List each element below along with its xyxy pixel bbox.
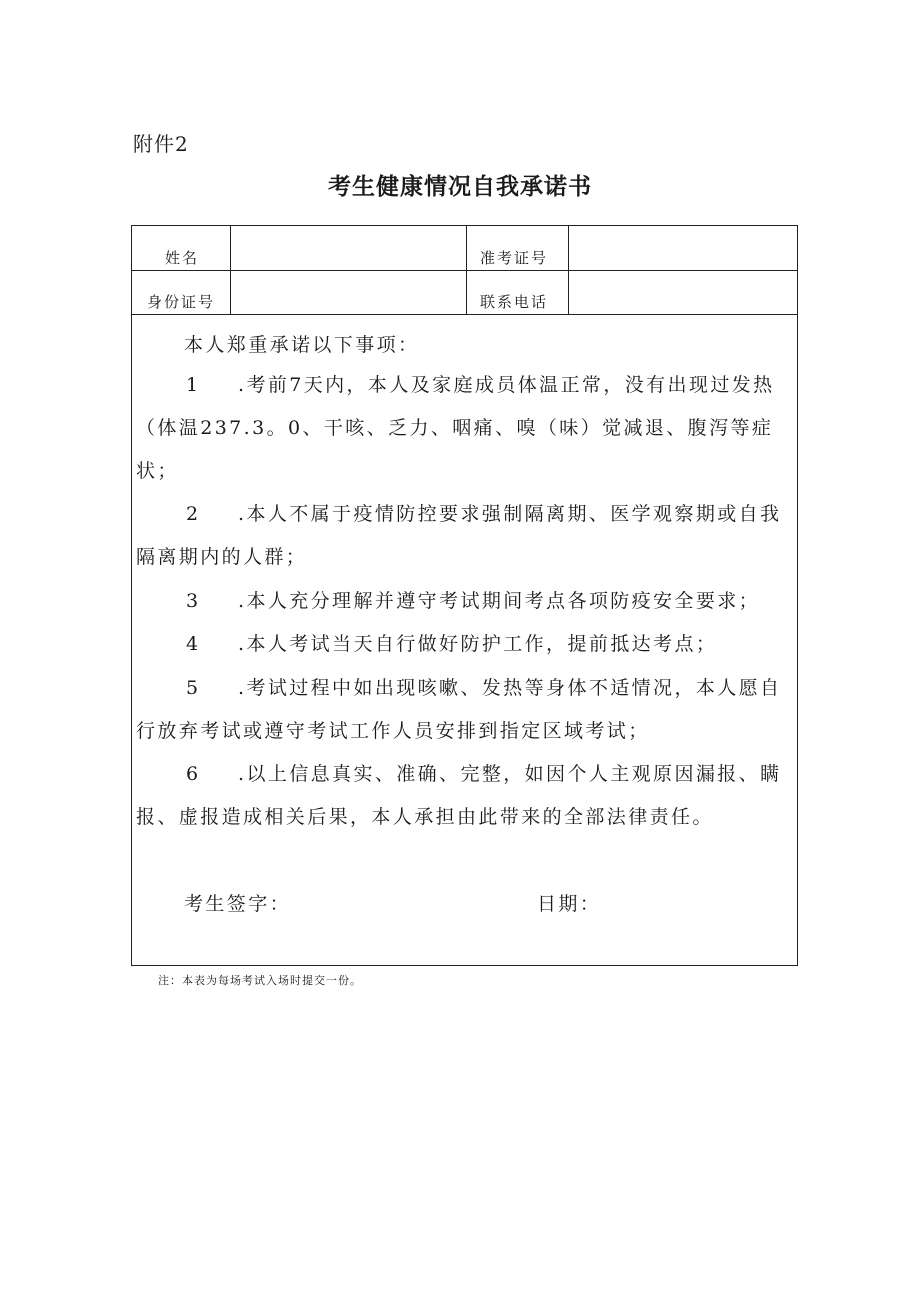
id-card-label-cell <box>132 271 231 314</box>
pledge-line: 报、虚报造成相关后果，本人承担由此带来的全部法律责任。 <box>136 806 714 828</box>
pledge-line: 2 .本人不属于疫情防控要求强制隔离期、医学观察期或自我 <box>136 493 800 536</box>
form-row-name <box>132 226 797 271</box>
form-row-id <box>132 271 797 315</box>
pledge-line: 行放弃考试或遵守考试工作人员安排到指定区域考试； <box>136 720 650 742</box>
phone-field[interactable] <box>569 271 799 314</box>
exam-id-field[interactable] <box>569 226 799 270</box>
pledge-item-3 <box>136 580 800 623</box>
pledge-line: 1 .考前7天内，本人及家庭成员体温正常，没有出现过发热 <box>136 364 800 407</box>
date-label: 日期： <box>537 893 602 915</box>
pledge-item-2 <box>136 493 800 579</box>
phone-label: 联系电话 <box>480 293 549 311</box>
document-title: 考生健康情况自我承诺书 <box>328 174 592 200</box>
pledge-body <box>132 315 797 965</box>
pledge-intro: 本人郑重承诺以下事项： <box>184 334 420 356</box>
pledge-line: 状； <box>136 460 179 482</box>
item-number: 6 <box>186 763 201 785</box>
phone-label-cell <box>467 271 569 314</box>
pledge-item-4 <box>136 623 800 666</box>
id-card-field[interactable] <box>231 271 467 314</box>
name-field[interactable] <box>231 226 467 270</box>
pledge-line: 4 .本人考试当天自行做好防护工作，提前抵达考点； <box>136 623 800 666</box>
pledge-line: （体温237.3。0、干咳、乏力、咽痛、嗅（味）觉减退、腹泻等症 <box>136 417 774 439</box>
item-number: 1 <box>186 374 201 396</box>
pledge-item-6 <box>136 753 800 839</box>
pledge-line: 3 .本人充分理解并遵守考试期间考点各项防疫安全要求； <box>136 580 800 623</box>
footnote: 注：本表为每场考试入场时提交一份。 <box>158 974 362 987</box>
pledge-item-1 <box>136 364 800 493</box>
exam-id-label-cell <box>467 226 569 270</box>
signature-label: 考生签字： <box>184 893 292 915</box>
pledge-line: 隔离期内的人群； <box>136 546 308 568</box>
item-number: 2 <box>186 503 201 525</box>
attachment-label: 附件2 <box>133 132 189 156</box>
item-number: 4 <box>186 633 201 655</box>
item-number: 5 <box>186 677 201 699</box>
exam-id-label: 准考证号 <box>480 249 549 267</box>
name-label-cell <box>132 226 231 270</box>
pledge-item-5 <box>136 667 800 753</box>
name-label: 姓名 <box>165 249 200 267</box>
item-number: 3 <box>186 590 201 612</box>
pledge-form <box>131 225 798 966</box>
pledge-line: 5 .考试过程中如出现咳嗽、发热等身体不适情况，本人愿自 <box>136 667 800 710</box>
id-card-label: 身份证号 <box>147 293 216 311</box>
pledge-line: 6 .以上信息真实、准确、完整，如因个人主观原因漏报、瞒 <box>136 753 800 796</box>
